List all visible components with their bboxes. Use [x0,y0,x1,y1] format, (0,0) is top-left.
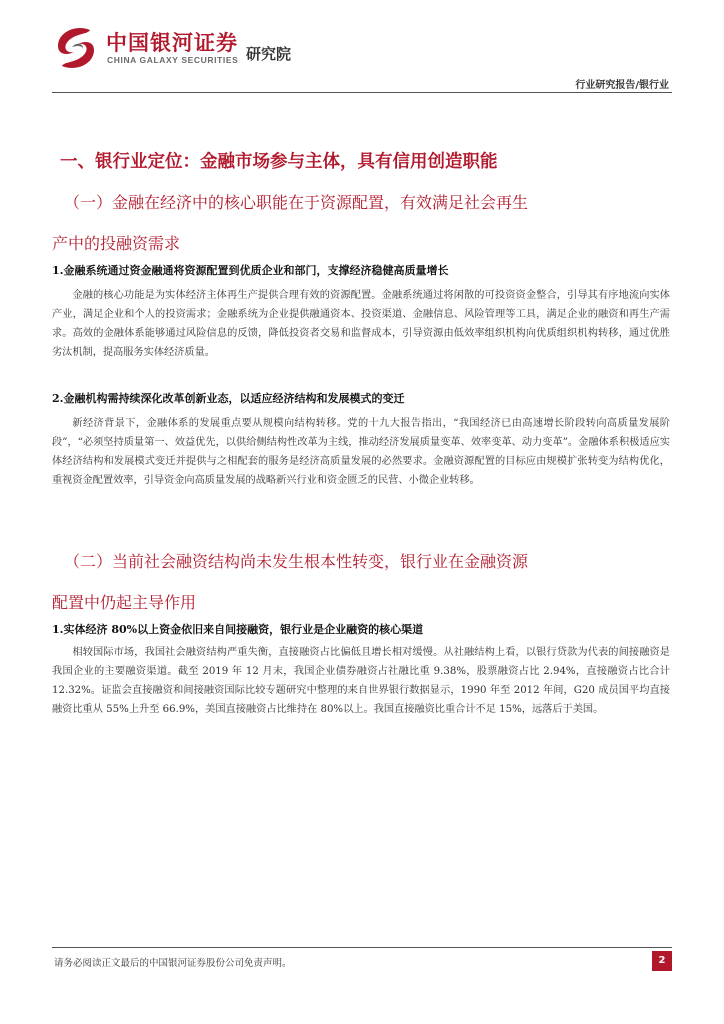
brand-name-en: CHINA GALAXY SECURITIES [107,55,239,65]
paragraph-2-1: 相较国际市场，我国社会融资结构严重失衡，直接融资占比偏低且增长相对缓慢。从社融结构上看，以银行贷款为代表的间接融资是我国企业的主要融资渠道。截至 2019 年 12 月末，我国企业债券融资占社融比重 9.38%，股票融资占比 2.94%，直接融资占比合计 12.32%。证监会直接融资和间接融资国际比较专题研究中整理的来自世界银行数据显示，1990 年至 2012 年间，G20 成员国平均直接融资比重从 55%上升至 66.9%，美国直接融资占比维持在 80%以上。我国直接融资比重合计不足 15%，远落后于美国。 [52,647,670,716]
subsection-title-2-line1: （二）当前社会融资结构尚未发生根本性转变，银行业在金融资源 [64,552,529,571]
paragraph-1-1: 金融的核心功能是为实体经济主体再生产提供合理有效的资源配置。金融系统通过将闲散的可投资资金整合，引导其有序地流向实体产业，满足企业和个人的投资需求；金融系统为企业提供融通资本、投资渠道、金融信息、风险管理等工具，满足企业的融资和再生产需求。高效的金融体系能够通过风险信息的反馈，降低投资者交易和监督成本，引导资源由低效率组织机构向优质组织机构转移，通过优胜劣汰机制，提高服务实体经济质量。 [52,290,670,359]
subsection-title-1 [52,182,672,264]
header-divider [52,92,672,93]
point-heading-2-1: 1.实体经济 80%以上资金依旧来自间接融资，银行业是企业融资的核心渠道 [52,623,424,636]
galaxy-logo-icon [50,22,102,74]
page-header [0,0,724,95]
disclaimer-text: 请务必阅读正文最后的中国银河证券股份公司免责声明。 [54,958,292,969]
subsection-title-2-line2: 配置中仍起主导作用 [52,593,197,612]
institute-name: 研究院 [246,45,292,63]
brand-name-cn: 中国银河证券 [106,31,238,55]
page-number: 2 [652,951,672,971]
subsection-title-1-line2: 产中的投融资需求 [52,234,181,253]
section-title: 一、银行业定位：金融市场参与主体，具有信用创造职能 [60,152,498,172]
footer-divider [52,947,672,948]
point-heading-1-1: 1.金融系统通过资金融通将资源配置到优质企业和部门，支撑经济稳健高质量增长 [52,264,449,277]
point-heading-1-2: 2.金融机构需持续深化改革创新业态，以适应经济结构和发展模式的变迁 [52,392,405,405]
paragraph-1-2: 新经济背景下，金融体系的发展重点要从规模向结构转移。党的十九大报告指出，“我国经济已由高速增长阶段转向高质量发展阶段”，“必须坚持质量第一、效益优先，以供给侧结构性改革为主线，推动经济发展质量变革、效率变革、动力变革”。金融体系积极适应实体经济结构和发展模式变迁并提供与之相配套的服务是经济高质量发展的必然要求。金融资源配置的目标应由规模扩张转变为结构优化，重视资金配置效率，引导资金向高质量发展的战略新兴行业和资金匮乏的民营、小微企业转移。 [52,418,670,487]
report-type-label: 行业研究报告/银行业 [575,80,669,91]
subsection-title-2 [52,541,672,623]
subsection-title-1-line1: （一）金融在经济中的核心职能在于资源配置，有效满足社会再生 [64,193,529,212]
